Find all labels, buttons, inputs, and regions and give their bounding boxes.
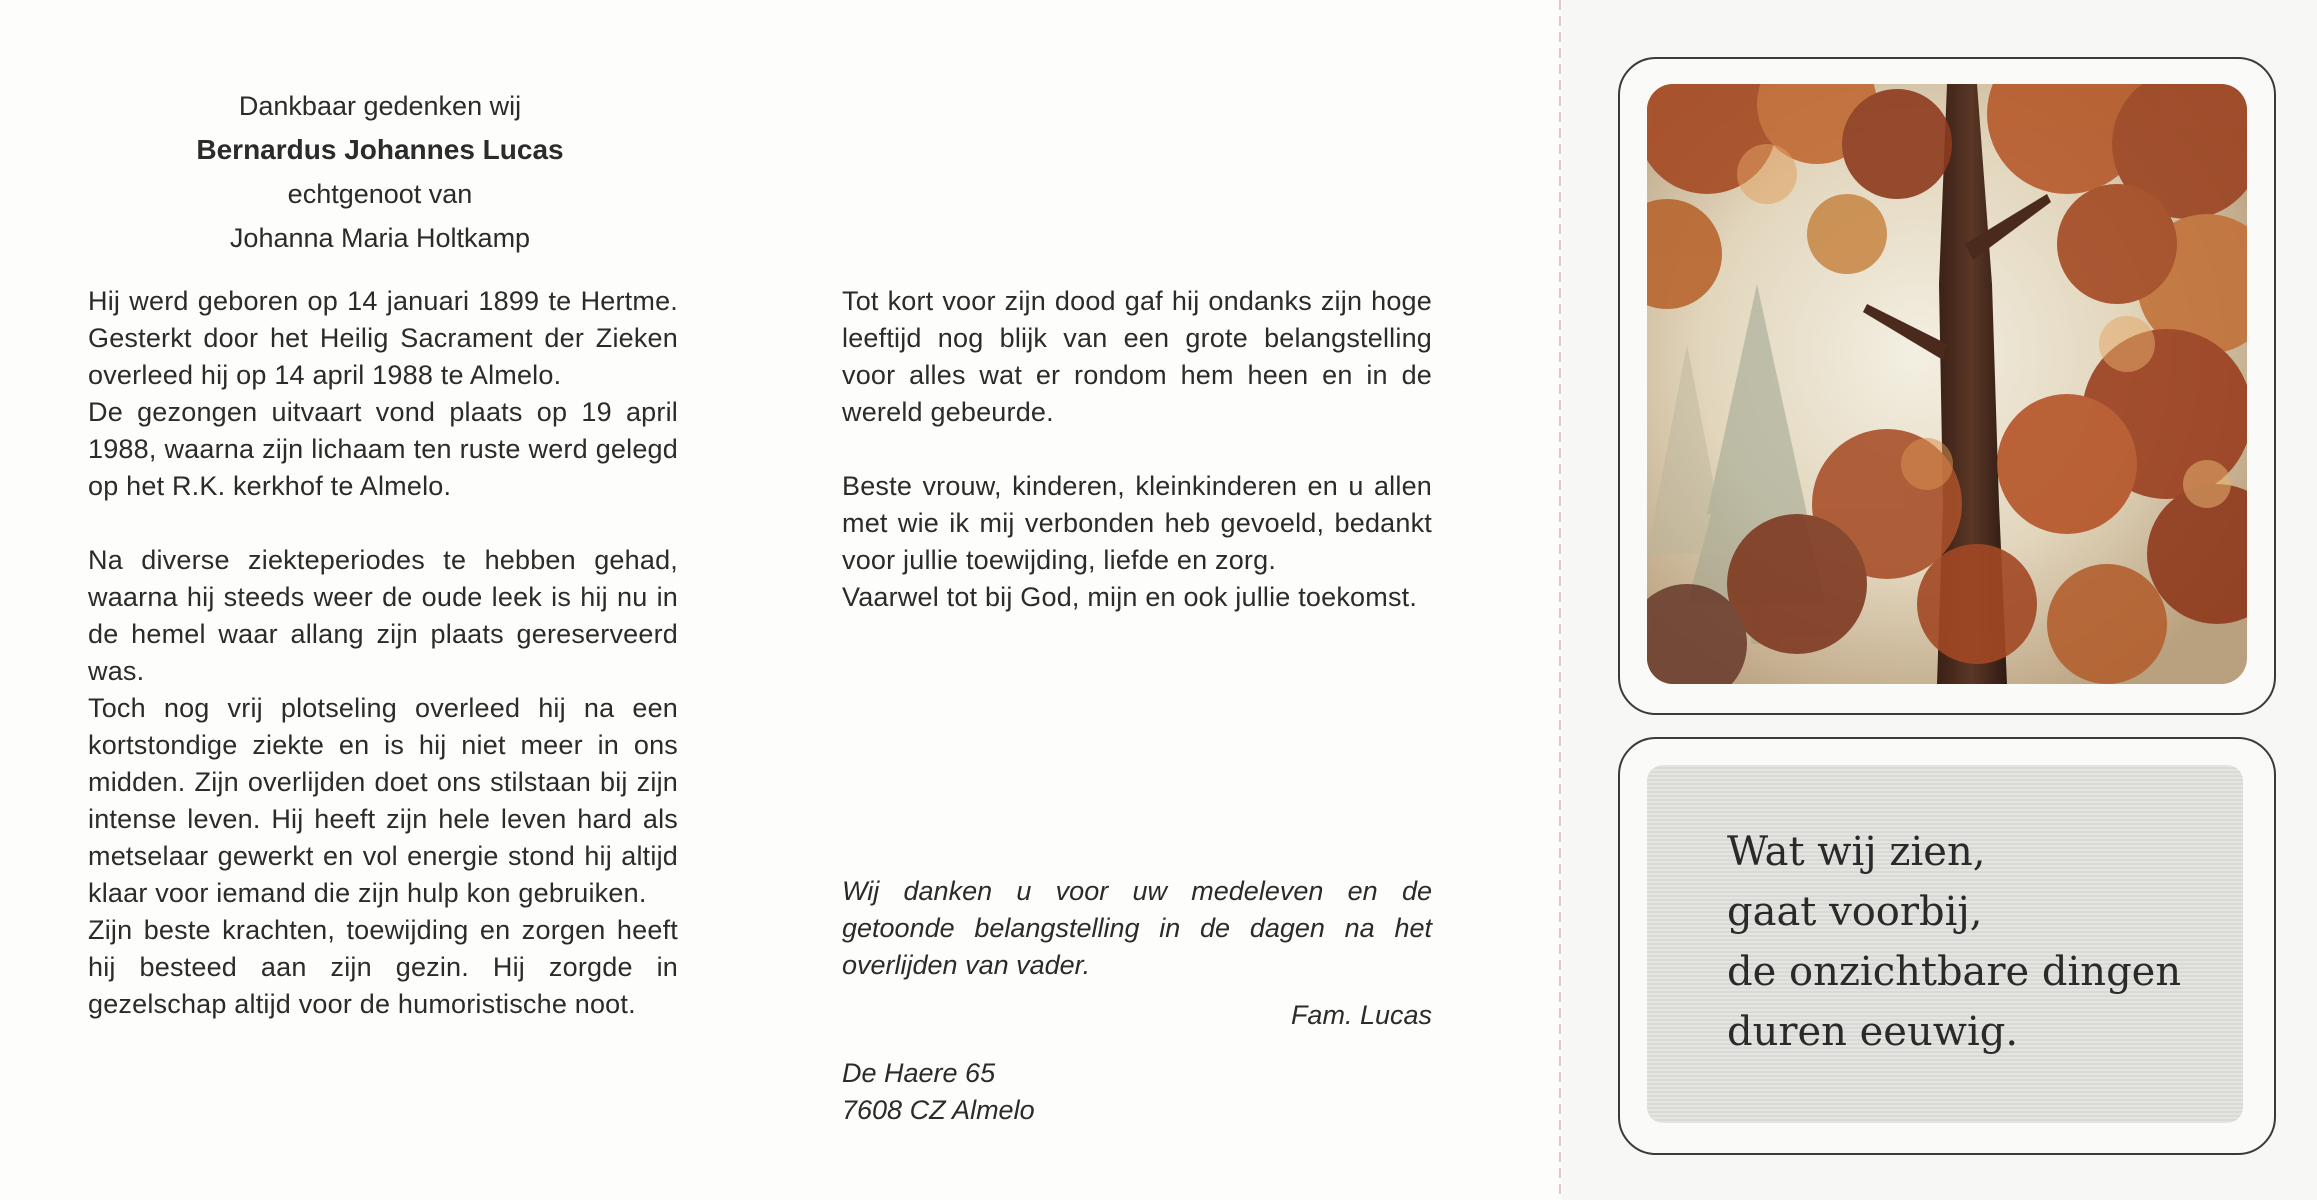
life-paragraph: Toch nog vrij plotseling overleed hij na een kortstondige ziekte en is hij niet meer in ons midden. Zijn overlijden doet ons stilstaan bij zijn intense leven. Hij heeft zijn hele leven hard als metselaar gewerkt en vol energie stond hij altijd klaar voor iemand die zijn hulp kon gebruiken. bbox=[88, 693, 678, 908]
fold-line bbox=[1559, 0, 1561, 1200]
address-street: De Haere 65 bbox=[842, 1058, 996, 1088]
address-block bbox=[842, 1055, 1432, 1129]
interest-paragraph: Tot kort voor zijn dood gaf hij ondanks zijn hoge leeftijd nog blijk van een grote belangstelling voor alles wat er rondom hem heen en in de wereld gebeurde. bbox=[842, 286, 1432, 427]
spouse-name: Johanna Maria Holtkamp bbox=[229, 223, 531, 253]
farewell-paragraph: Vaarwel tot bij God, mijn en ook jullie toekomst. bbox=[842, 582, 1418, 612]
relation-text: echtgenoot van bbox=[287, 179, 473, 209]
quote-line-3: de onzichtbare dingen bbox=[1727, 949, 2182, 995]
acknowledgement bbox=[842, 873, 1432, 984]
deceased-name: Bernardus Johannes Lucas bbox=[196, 134, 564, 165]
funeral-paragraph: De gezongen uitvaart vond plaats op 19 april 1988, waarna zijn lichaam ten ruste werd gelegd op het R.K. kerkhof te Almelo. bbox=[88, 397, 678, 501]
family-paragraph: Zijn beste krachten, toewijding en zorgen heeft hij besteed aan zijn gezin. Hij zorgde in gezelschap altijd voor de humoristische noot. bbox=[88, 915, 678, 1019]
scripture-quote bbox=[1727, 822, 2227, 1062]
biography-column bbox=[88, 283, 678, 1023]
quote-line-1: Wat wij zien, bbox=[1727, 829, 1986, 875]
family-signature: Fam. Lucas bbox=[1290, 1000, 1432, 1030]
birth-death-paragraph: Hij werd geboren op 14 januari 1899 te Hertme. Gesterkt door het Heilig Sacrament der Zieken overleed hij op 14 april 1988 te Almelo. bbox=[88, 286, 678, 390]
intro-text: Dankbaar gedenken wij bbox=[238, 91, 522, 121]
farewell-column bbox=[842, 283, 1432, 616]
autumn-tree-photo bbox=[1647, 84, 2247, 684]
thanks-family-paragraph: Beste vrouw, kinderen, kleinkinderen en u allen met wie ik mij verbonden heb gevoeld, bedankt voor jullie toewijding, liefde en zorg. bbox=[842, 471, 1432, 575]
quote-line-4: duren eeuwig. bbox=[1727, 1009, 2019, 1055]
address-city: 7608 CZ Almelo bbox=[842, 1095, 1035, 1125]
acknowledgement-text: Wij danken u voor uw medeleven en de getoonde belangstelling in de dagen na het overlijden van vader. bbox=[842, 876, 1432, 980]
illness-paragraph: Na diverse ziekteperiodes te hebben gehad, waarna hij steeds weer de oude leek is hij nu in de hemel waar allang zijn plaats gereserveerd was. bbox=[88, 545, 678, 686]
quote-line-2: gaat voorbij, bbox=[1727, 889, 1983, 935]
memorial-header bbox=[80, 84, 680, 260]
